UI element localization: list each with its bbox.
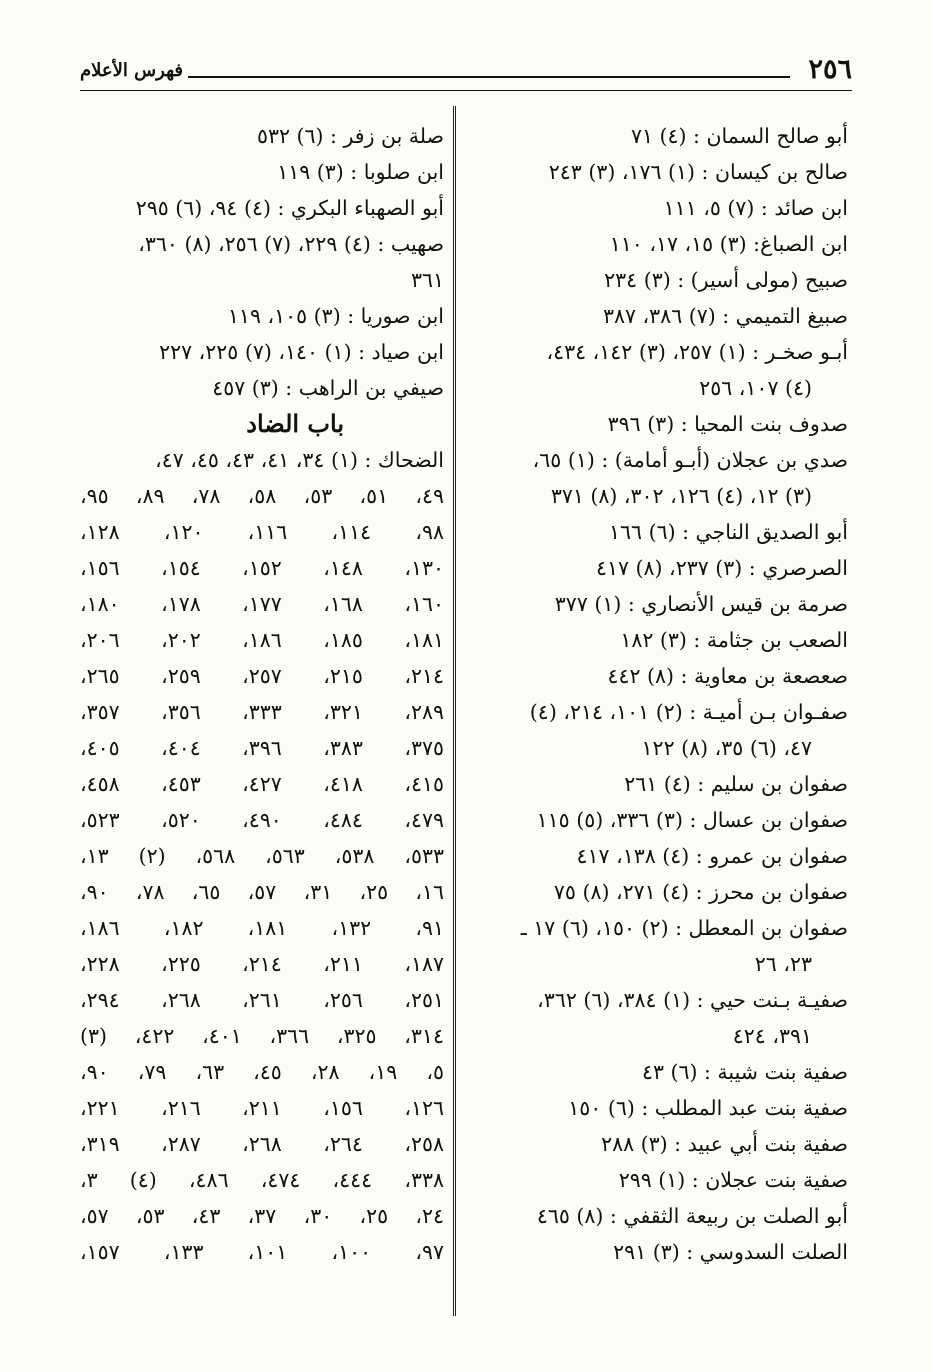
index-column-left: [80, 118, 444, 1270]
index-entry-continuation: ١٨١، ١٨٥، ١٨٦، ٢٠٢، ٢٠٦،: [80, 628, 444, 652]
index-entry: صفية بنت شيبة : (٦) ٤٣: [641, 1060, 848, 1084]
index-entry: الصعب بن جثامة : (٣) ١٨٢: [620, 628, 848, 652]
index-entry: صهيب : (٤) ٢٢٩، (٧) ٢٥٦، (٨) ٣٦٠،: [138, 232, 444, 256]
index-entry: صيفي بن الراهب : (٣) ٤٥٧: [212, 376, 444, 400]
index-entry: صفيـة بـنت حيي : (١) ٣٨٤، (٦) ٣٦٢،: [537, 988, 848, 1012]
header-rule: [188, 76, 790, 78]
header-bottom-rule: [80, 90, 852, 91]
index-entry: صفوان بن محرز : (٤) ٢٧١، (٨) ٧٥: [553, 880, 848, 904]
index-entry: أبو الصهباء البكري : (٤) ٩٤، (٦) ٢٩٥: [135, 196, 444, 220]
index-entry-continuation: ٤١٥، ٤١٨، ٤٢٧، ٤٥٣، ٤٥٨،: [80, 772, 444, 796]
index-entry: الصرصري : (٣) ٢٣٧، (٨) ٤١٧: [595, 556, 848, 580]
index-entry-continuation: ١٣٠، ١٤٨، ١٥٢، ١٥٤، ١٥٦،: [80, 556, 444, 580]
index-entry-continuation: ١٦٠، ١٦٨، ١٧٧، ١٧٨، ١٨٠،: [80, 592, 444, 616]
index-entry: ابن صياد : (١) ١٤٠، (٧) ٢٢٥، ٢٢٧: [159, 340, 444, 364]
index-entry-continuation: ٩٨، ١١٤، ١١٦، ١٢٠، ١٢٨،: [80, 520, 444, 544]
index-entry: صدي بن عجلان (أبـو أمامة) : (١) ٦٥،: [532, 448, 848, 472]
index-entry: صفوان بن المعطل : (٢) ١٥٠، (٦) ١٧ ـ: [520, 916, 848, 940]
index-entry: ابن صوريا : (٣) ١٠٥، ١١٩: [227, 304, 444, 328]
index-entry-continuation: ٢٣، ٢٦: [754, 952, 812, 976]
index-entry: صفية بنت أبي عبيد : (٣) ٢٨٨: [601, 1132, 848, 1156]
index-entry: أبو الصلت بن ربيعة الثقفي : (٨) ٤٦٥: [536, 1204, 848, 1228]
index-entry-continuation: ٥٣٣، ٥٣٨، ٥٦٣، ٥٦٨، (٢) ١٣،: [80, 844, 444, 868]
column-divider: [453, 106, 456, 1316]
index-entry-continuation: (٣) ١٢، (٤) ١٢٦، ٣٠٢، (٨) ٣٧١: [550, 484, 812, 508]
index-entry-continuation: ٢٥٨، ٢٦٤، ٢٦٨، ٢٨٧، ٣١٩،: [80, 1132, 444, 1156]
index-entry: الصلت السدوسي : (٣) ٢٩١: [613, 1240, 848, 1264]
index-entry: أبو الصديق الناجي : (٦) ١٦٦: [609, 520, 848, 544]
index-entry-continuation: ٩٧، ١٠٠، ١٠١، ١٣٣، ١٥٧،: [80, 1240, 444, 1264]
index-entry-continuation: ١٨٧، ٢١١، ٢١٤، ٢٢٥، ٢٢٨،: [80, 952, 444, 976]
index-entry-continuation: ٢٨٩، ٣٢١، ٣٣٣، ٣٥٦، ٣٥٧،: [80, 700, 444, 724]
index-entry: صعصعة بن معاوية : (٨) ٤٤٢: [607, 664, 848, 688]
index-entry-continuation: ٢٥١، ٢٥٦، ٢٦١، ٢٦٨، ٢٩٤،: [80, 988, 444, 1012]
index-entry: صفوان بن عمرو : (٤) ١٣٨، ٤١٧: [576, 844, 848, 868]
index-entry-continuation: ١٢٦، ١٥٦، ٢١١، ٢١٦، ٢٢١،: [80, 1096, 444, 1120]
index-entry: صفوان بن سليم : (٤) ٢٦١: [624, 772, 848, 796]
index-entry-continuation: ٢٤، ٢٥، ٣٠، ٣٧، ٤٣، ٥٣، ٥٧،: [80, 1204, 444, 1228]
index-entry-continuation: ٤٧، (٦) ٣٥، (٨) ١٢٢: [641, 736, 812, 760]
section-heading: باب الضاد: [246, 409, 344, 438]
index-column-right: [484, 118, 848, 1270]
page-header: [80, 52, 852, 92]
index-entry: أبـو صخـر : (١) ٢٥٧، (٣) ١٤٢، ٤٣٤،: [546, 340, 848, 364]
index-entry-continuation: ٣٩١، ٤٢٤: [732, 1024, 812, 1048]
page-number: ٢٥٦: [808, 54, 852, 85]
index-entry-continuation: ١٦، ٢٥، ٣١، ٥٧، ٦٥، ٧٨، ٩٠،: [80, 880, 444, 904]
index-entry-continuation: ٣٦١: [410, 268, 444, 292]
index-entry-continuation: ٣٧٥، ٣٨٣، ٣٩٦، ٤٠٤، ٤٠٥،: [80, 736, 444, 760]
index-entry: صفية بنت عجلان : (١) ٢٩٩: [618, 1168, 848, 1192]
index-entry-continuation: ٥، ١٩، ٢٨، ٤٥، ٦٣، ٧٩، ٩٠،: [80, 1060, 444, 1084]
index-entry-continuation: ٢١٤، ٢١٥، ٢٥٧، ٢٥٩، ٢٦٥،: [80, 664, 444, 688]
index-entry: صفية بنت عبد المطلب : (٦) ١٥٠: [568, 1096, 848, 1120]
index-entry-continuation: ٣١٤، ٣٢٥، ٣٦٦، ٤٠١، ٤٢٢، (٣): [80, 1024, 444, 1048]
index-entry-continuation: ٤٩، ٥١، ٥٣، ٥٨، ٧٨، ٨٩، ٩٥،: [80, 484, 444, 508]
index-entry: أبو صالح السمان : (٤) ٧١: [630, 124, 848, 148]
index-entry-continuation: ٣٣٨، ٤٤٤، ٤٧٤، ٤٨٦، (٤) ٣،: [80, 1168, 444, 1192]
index-entry: الضحاك : (١) ٣٤، ٤١، ٤٣، ٤٥، ٤٧،: [155, 448, 444, 472]
index-entry-continuation: ٩١، ١٣٢، ١٨١، ١٨٢، ١٨٦،: [80, 916, 444, 940]
index-entry: ابن الصباغ: (٣) ١٥، ١٧، ١١٠: [609, 232, 848, 256]
index-entry: ابن صائد : (٧) ٥، ١١١: [663, 196, 848, 220]
index-entry: صرمة بن قيس الأنصاري : (١) ٣٧٧: [554, 592, 848, 616]
index-entry: صلة بن زفر : (٦) ٥٣٢: [256, 124, 444, 148]
index-entry: ابن صلوبا : (٣) ١١٩: [277, 160, 444, 184]
index-entry: صبيغ التميمي : (٧) ٣٨٦، ٣٨٧: [602, 304, 848, 328]
index-entry: صالح بن كيسان : (١) ١٧٦، (٣) ٢٤٣: [548, 160, 848, 184]
index-entry: صبيح (مولى أسير) : (٣) ٢٣٤: [604, 268, 848, 292]
index-entry-continuation: ٤٧٩، ٤٨٤، ٤٩٠، ٥٢٠، ٥٢٣،: [80, 808, 444, 832]
index-entry-continuation: (٤) ١٠٧، ٢٥٦: [699, 376, 812, 400]
index-entry: صفوان بن عسال : (٣) ٣٣٦، (٥) ١١٥: [536, 808, 848, 832]
index-entry: صدوف بنت المحيا : (٣) ٣٩٦: [607, 412, 848, 436]
running-title: فهرس الأعلام: [80, 60, 183, 81]
index-entry: صفـوان بـن أميـة : (٢) ١٠١، ٢١٤، (٤): [529, 700, 848, 724]
